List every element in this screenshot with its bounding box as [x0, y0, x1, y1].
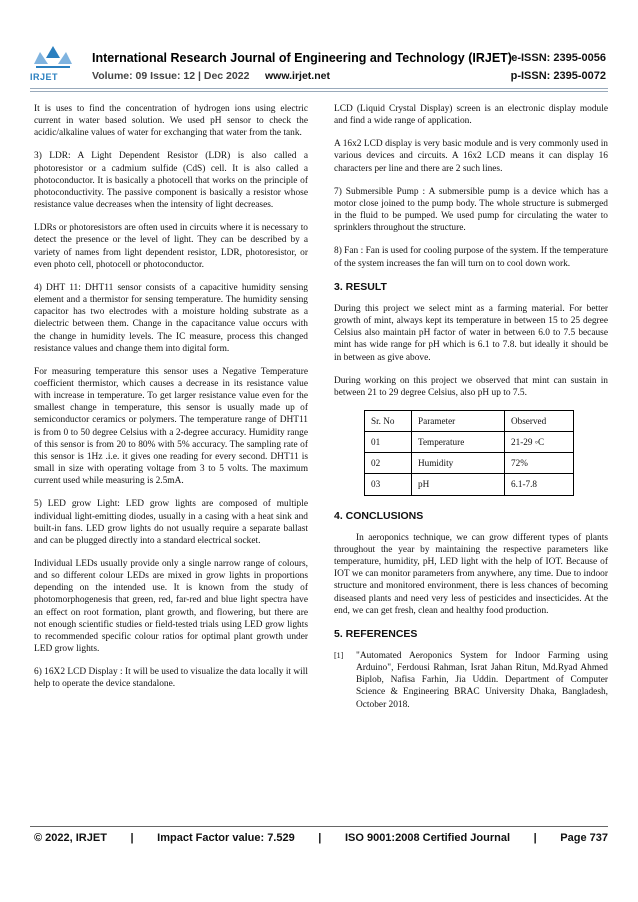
reference-number: [1]	[334, 651, 344, 660]
journal-title: International Research Journal of Engineering and Technology (IRJET)	[92, 51, 512, 65]
table-row	[365, 474, 574, 495]
paragraph: 5) LED grow Light: LED grow lights are composed of multiple individual light-emitting diodes, usually in a casing with a heat sink and built-in fans. LED grow lights do not usually require a separate ballast and can be plugged directly into a standard electrical socket.	[34, 499, 308, 546]
conclusions-heading: 4. CONCLUSIONS	[334, 509, 424, 522]
table-cell: Temperature	[412, 432, 505, 453]
footer-impact-factor: Impact Factor value: 7.529	[157, 832, 295, 844]
paragraph: 8) Fan : Fan is used for cooling purpose of the system. If the temperature of the system increases the fan will turn on to cool down work.	[334, 246, 608, 269]
website-link[interactable]: www.irjet.net	[265, 70, 330, 82]
table-cell: 01	[365, 432, 412, 453]
table-header: Parameter	[412, 410, 505, 431]
result-heading: 3. RESULT	[334, 280, 387, 293]
reference-item	[334, 650, 608, 711]
logo-text: IRJET	[30, 72, 59, 82]
references-heading: 5. REFERENCES	[334, 627, 418, 640]
table-row	[365, 453, 574, 474]
left-column	[34, 103, 308, 702]
paragraph: 7) Submersible Pump : A submersible pump is a device which has a motor close joined to the pump body. The whole structure is submerged in the fluid to be pumped. We used pump for circulating the water to sprinklers throughout the structure.	[334, 186, 608, 234]
table-cell: 21-29 ◦C	[505, 432, 574, 453]
paragraph: A 16x2 LCD display is very basic module and is very commonly used in various devices and circuits. A 16x2 LCD means it can display 16 characters per line and there are 2 such lines.	[334, 139, 608, 174]
paragraph: 4) DHT 11: DHT11 sensor consists of a capacitive humidity sensing element and a thermistor for sensing temperature. The humidity sensing capacitor has two electrodes with a moisture holding substrate as a dielectric between them. Change in the capacitance value occurs with the change in humidity levels. The IC measure, process this changed resistance values and change them into digital form.	[34, 282, 308, 354]
volume-issue: Volume: 09 Issue: 12 | Dec 2022	[92, 70, 250, 82]
paragraph: 6) 16X2 LCD Display : It will be used to visualize the data locally it will help to operate the device standalone.	[34, 667, 308, 690]
table-cell: 6.1-7.8	[505, 474, 574, 495]
right-column	[334, 103, 608, 711]
page-header	[0, 0, 638, 90]
reference-text: "Automated Aeroponics System for Indoor Farming using Arduino", Ferdousi Rahman, Israt Jahan Ritun, Md.Ryad Ahmed Biplob, Nafisa Farhin, Jia Uddin. Department of Computer Science & Engineering BRAC University Dhaka, Bangladesh, October 2018.	[356, 651, 608, 710]
table-header: Observed	[505, 410, 574, 431]
page-footer	[34, 832, 608, 844]
paragraph: During working on this project we observed that mint can sustain in between 21 to 29 degree Celsius, also pH up to 7.5.	[334, 375, 608, 398]
paragraph: LCD (Liquid Crystal Display) screen is an electronic display module and find a wide range of application.	[334, 104, 608, 127]
paragraph: During this project we select mint as a farming material. For better growth of mint, always kept its temperature in between 15 to 25 degree Celsius also maintain pH factor of water in between 6.0 to 7.5 because mint has wide range for pH which is 6.1 to 7.8. but ideally it should be in between as give above.	[334, 303, 608, 363]
paragraph: It is uses to find the concentration of hydrogen ions using electric current in water based solution. We used pH sensor to check the acidic/alkaline values of water for exchanging that water from the tank.	[34, 104, 308, 139]
paragraph: For measuring temperature this sensor uses a Negative Temperature coefficient thermistor, which causes a decrease in its resistance value with increase in temperature. To get larger resistance value even for the smallest change in temperature, this sensor is usually made up of semiconductor ceramics or polymers. The temperature range of DHT11 is from 0 to 50 degree Celsius with a 2-degree accuracy. Humidity range of this sensor is from 20 to 80% with 5% accuracy. The sampling rate of this sensor is 1Hz .i.e. it gives one reading for every second. DHT11 is small in size with operating voltage from 3 to 5 volts. The maximum current used while measuring is 2.5mA.	[34, 366, 308, 487]
table-row	[365, 432, 574, 453]
footer-separator: |	[318, 832, 322, 844]
p-issn: p-ISSN: 2395-0072	[510, 70, 606, 82]
paragraph: 3) LDR: A Light Dependent Resistor (LDR) is also called a photoresistor or a cadmium sulfide (CdS) cell. It is also called a photoconductor. It is basically a photocell that works on the principle of photoconductivity. The passive component is basically a resistor whose resistance value decreases when the intensity of light decreases.	[34, 151, 308, 211]
header-divider	[30, 88, 608, 89]
table-header-row	[365, 410, 574, 431]
footer-iso: ISO 9001:2008 Certified Journal	[344, 832, 511, 844]
table-cell: 72%	[505, 453, 574, 474]
footer-page-number: Page 737	[560, 832, 608, 844]
footer-separator: |	[533, 832, 537, 844]
table-cell: 03	[365, 474, 412, 495]
paragraph: In aeroponics technique, we can grow different types of plants throughout the year by maintaining the respective parameters like temperature, humidity, pH, LED light with the help of IOT. Because of IOT we can monitor parameters from anywhere, any time. Due to indoor structure and monitored environment, there is less chances of becoming diseased plants and need very less of pesticides and insecticides. At the end, we can get fresh, clean and healthy food production.	[334, 532, 608, 616]
paragraph: Individual LEDs usually provide only a single narrow range of colours, and so different colour LEDs are mixed in grow lights in proportions depending on the intended use. It is known from the study of photomorphogenesis that green, red, far-red and blue light spectra have an effect on root formation, plant growth, and flowering, but there are not enough scientific studies or field-tested trials using LED grow lights to recommended specific colour ratios for optimal plant growth under LED grow lights.	[34, 559, 308, 655]
footer-separator: |	[130, 832, 134, 844]
table-cell: pH	[412, 474, 505, 495]
results-table	[364, 410, 574, 496]
table-cell: 02	[365, 453, 412, 474]
paragraph: LDRs or photoresistors are often used in circuits where it is necessary to detect the presence or the level of light. They can be described by a variety of names from light dependent resistor, LDR, photoresistor, or even photo cell, photocell or photoconductor.	[34, 223, 308, 270]
table-cell: Humidity	[412, 453, 505, 474]
header-divider-2	[30, 91, 608, 92]
table-header: Sr. No	[365, 410, 412, 431]
e-issn: e-ISSN: 2395-0056	[511, 52, 606, 64]
footer-copyright: © 2022, IRJET	[34, 832, 107, 844]
footer-divider	[30, 826, 608, 827]
